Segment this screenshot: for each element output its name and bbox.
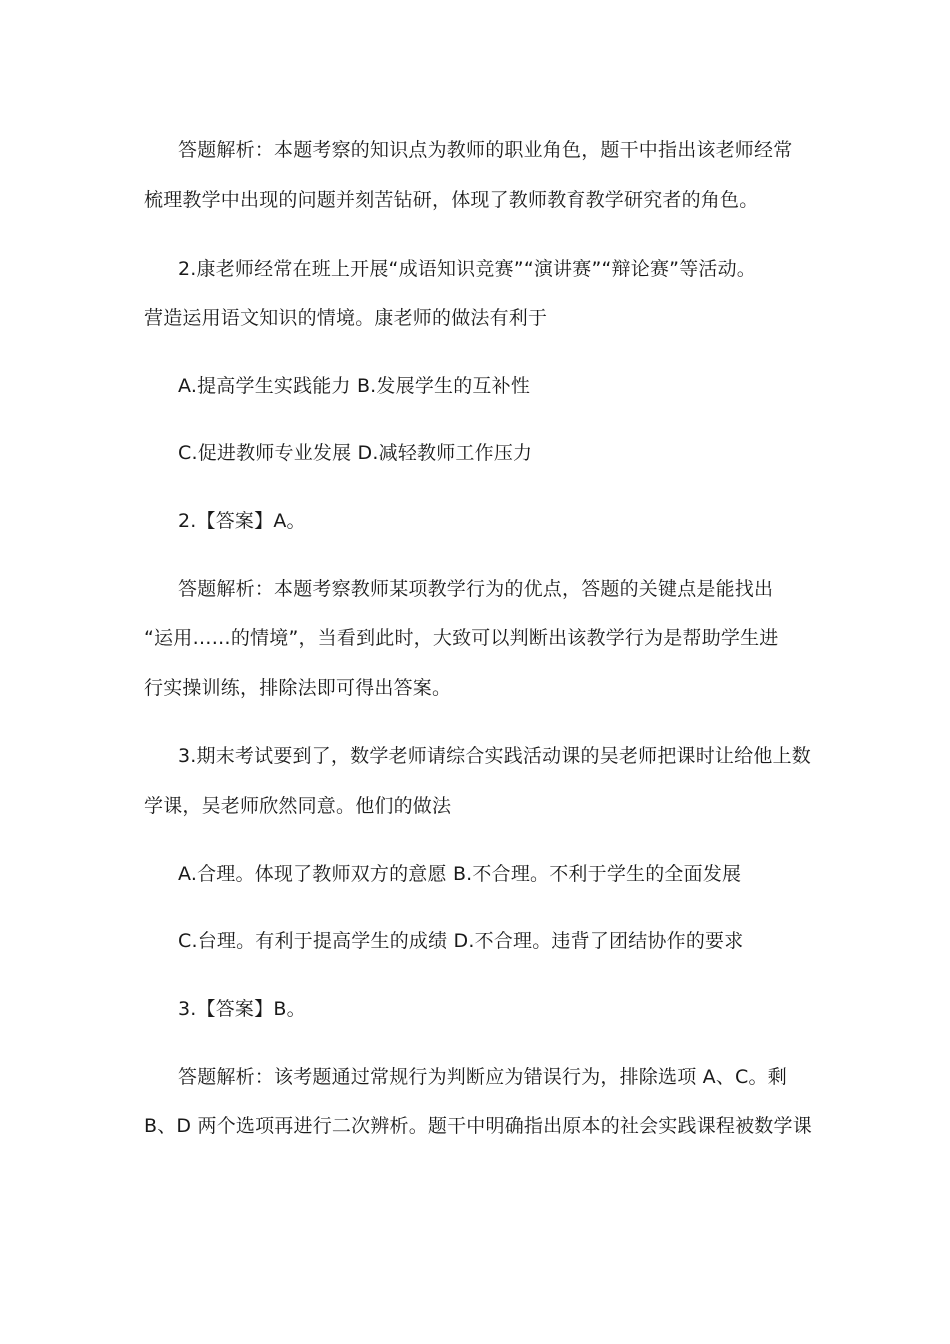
question-3-answer: 3.【答案】B。 xyxy=(178,998,306,1020)
question-3-options-cd: C.台理。有利于提高学生的成绩 D.不合理。违背了团结协作的要求 xyxy=(178,930,744,952)
analysis-q2-line-3: 行实操训练，排除法即可得出答案。 xyxy=(144,677,452,699)
analysis-q3-line-1: 答题解析：该考题通过常规行为判断应为错误行为，排除选项 A、C。剩 xyxy=(178,1066,787,1088)
analysis-q2-line-2: “运用……的情境”，当看到此时，大致可以判断出该教学行为是帮助学生进 xyxy=(144,627,779,649)
question-2-options-ab: A.提高学生实践能力 B.发展学生的互补性 xyxy=(178,375,531,397)
question-2-options-cd: C.促进教师专业发展 D.减轻教师工作压力 xyxy=(178,442,533,464)
analysis-q1-line-1: 答题解析：本题考察的知识点为教师的职业角色，题干中指出该老师经常 xyxy=(178,139,793,161)
analysis-q1-line-2: 梳理教学中出现的问题并刻苦钻研，体现了教师教育教学研究者的角色。 xyxy=(144,189,759,211)
question-3-options-ab: A.合理。体现了教师双方的意愿 B.不合理。不利于学生的全面发展 xyxy=(178,863,742,885)
analysis-q3-line-2: B、D 两个选项再进行二次辨析。题干中明确指出原本的社会实践课程被数学课 xyxy=(144,1115,812,1137)
question-3-stem-line-1: 3.期末考试要到了，数学老师请综合实践活动课的吴老师把课时让给他上数 xyxy=(178,745,811,767)
question-3-stem-line-2: 学课，吴老师欣然同意。他们的做法 xyxy=(144,795,452,817)
question-2-stem-line-1: 2.康老师经常在班上开展“成语知识竞赛”“演讲赛”“辩论赛”等活动。 xyxy=(178,258,756,280)
question-2-stem-line-2: 营造运用语文知识的情境。康老师的做法有利于 xyxy=(144,307,548,329)
question-2-answer: 2.【答案】A。 xyxy=(178,510,306,532)
analysis-q2-line-1: 答题解析：本题考察教师某项教学行为的优点，答题的关键点是能找出 xyxy=(178,578,774,600)
